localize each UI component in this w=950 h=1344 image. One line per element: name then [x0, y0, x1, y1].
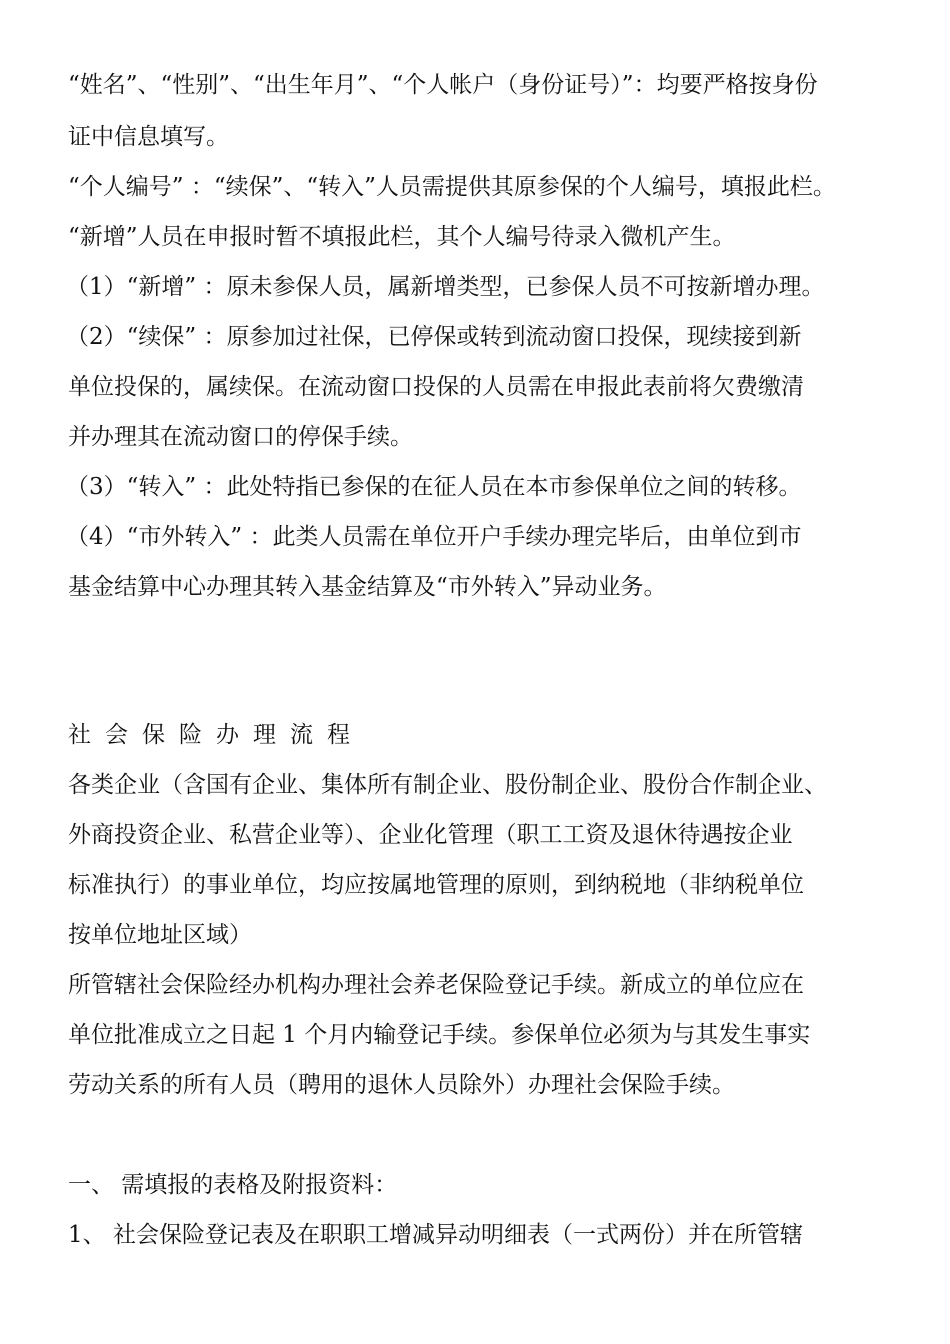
- notes-paragraph-line: “姓名”、“性别”、“出生年月”、“个人帐户（身份证号）”：均要严格按身份: [68, 72, 818, 98]
- notes-list-item-line: 并办理其在流动窗口的停保手续。: [68, 424, 413, 450]
- process-paragraph-line: 劳动关系的所有人员（聘用的退休人员除外）办理社会保险手续。: [68, 1072, 735, 1098]
- process-paragraph-line: 各类企业（含国有企业、集体所有制企业、股份制企业、股份合作制企业、: [68, 772, 827, 798]
- notes-paragraph-line: “个人编号” ：“续保”、“转入”人员需提供其原参保的个人编号，填报此栏。: [68, 174, 836, 200]
- notes-list-item: （3）“转入” ：此处特指已参保的在征人员在本市参保单位之间的转移。: [66, 474, 802, 500]
- notes-list-item-line: 单位投保的，属续保。在流动窗口投保的人员需在申报此表前将欠费缴清: [68, 374, 804, 400]
- section-title: 社会保险办理流程: [68, 722, 364, 748]
- notes-list-item-line: 基金结算中心办理其转入基金结算及“市外转入”异动业务。: [68, 574, 667, 600]
- section-list-item: 1、 社会保险登记表及在职职工增减异动明细表（一式两份）并在所管辖: [68, 1222, 803, 1248]
- process-paragraph-line: 标准执行）的事业单位，均应按属地管理的原则，到纳税地（非纳税单位: [68, 872, 804, 898]
- notes-list-item: （2）“续保” ：原参加过社保，已停保或转到流动窗口投保，现续接到新: [66, 324, 802, 350]
- process-paragraph-line: 按单位地址区域）: [68, 922, 252, 948]
- notes-list-item: （4）“市外转入” ：此类人员需在单位开户手续办理完毕后，由单位到市: [66, 524, 802, 550]
- notes-list-item: （1）“新增” ：原未参保人员，属新增类型，已参保人员不可按新增办理。: [66, 274, 825, 300]
- notes-paragraph-line: 证中信息填写。: [68, 124, 229, 150]
- process-paragraph-line: 单位批准成立之日起 1 个月内输登记手续。参保单位必须为与其发生事实: [68, 1022, 811, 1048]
- notes-paragraph-line: “新增”人员在申报时暂不填报此栏，其个人编号待录入微机产生。: [68, 224, 736, 250]
- process-paragraph-line: 外商投资企业、私营企业等）、企业化管理（职工工资及退休待遇按企业: [68, 822, 793, 848]
- section-heading: 一、 需填报的表格及附报资料：: [68, 1172, 398, 1198]
- process-paragraph-line: 所管辖社会保险经办机构办理社会养老保险登记手续。新成立的单位应在: [68, 972, 804, 998]
